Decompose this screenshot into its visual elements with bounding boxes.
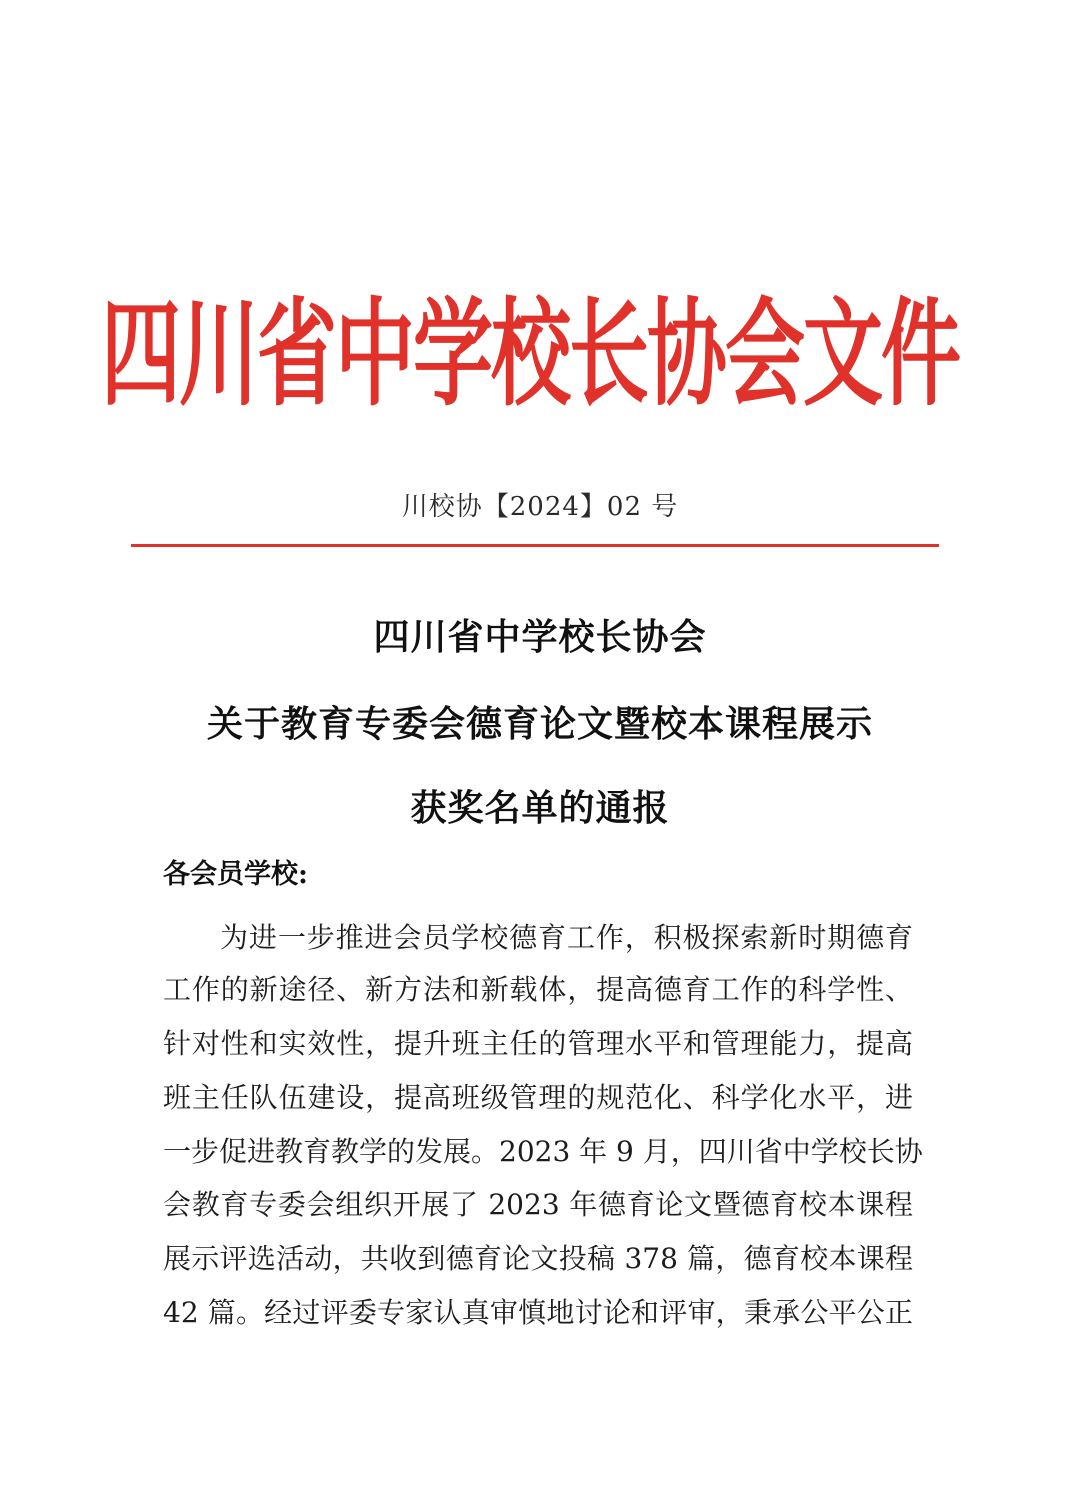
- body-line-2: 工作的新途径、新方法和新载体，提高德育工作的科学性、: [163, 973, 913, 1006]
- document-number: 川校协【2024】02 号: [401, 492, 679, 522]
- body-line-6: 会教育专委会组织开展了 2023 年德育论文暨德育校本课程: [163, 1188, 913, 1221]
- body-line-8: 42 篇。经过评委专家认真审慎地讨论和评审，秉承公平公正: [163, 1296, 913, 1329]
- body-line-7: 展示评选活动，共收到德育论文投稿 378 篇，德育校本课程: [163, 1242, 913, 1275]
- red-divider-line: [131, 544, 939, 547]
- notice-title-line-2: 关于教育专委会德育论文暨校本课程展示: [206, 703, 873, 745]
- salutation: 各会员学校:: [163, 859, 308, 890]
- body-line-4: 班主任队伍建设，提高班级管理的规范化、科学化水平，进: [163, 1081, 913, 1114]
- body-line-5: 一步促进教育教学的发展。2023 年 9 月，四川省中学校长协: [163, 1135, 923, 1168]
- org-header-title: 四川省中学校长协会文件: [101, 285, 959, 421]
- notice-title-line-3: 获奖名单的通报: [410, 787, 670, 829]
- body-line-3: 针对性和实效性，提升班主任的管理水平和管理能力，提高: [163, 1027, 913, 1060]
- notice-title-line-1: 四川省中学校长协会: [373, 616, 707, 658]
- body-line-1: 为进一步推进会员学校德育工作，积极探索新时期德育: [220, 921, 913, 954]
